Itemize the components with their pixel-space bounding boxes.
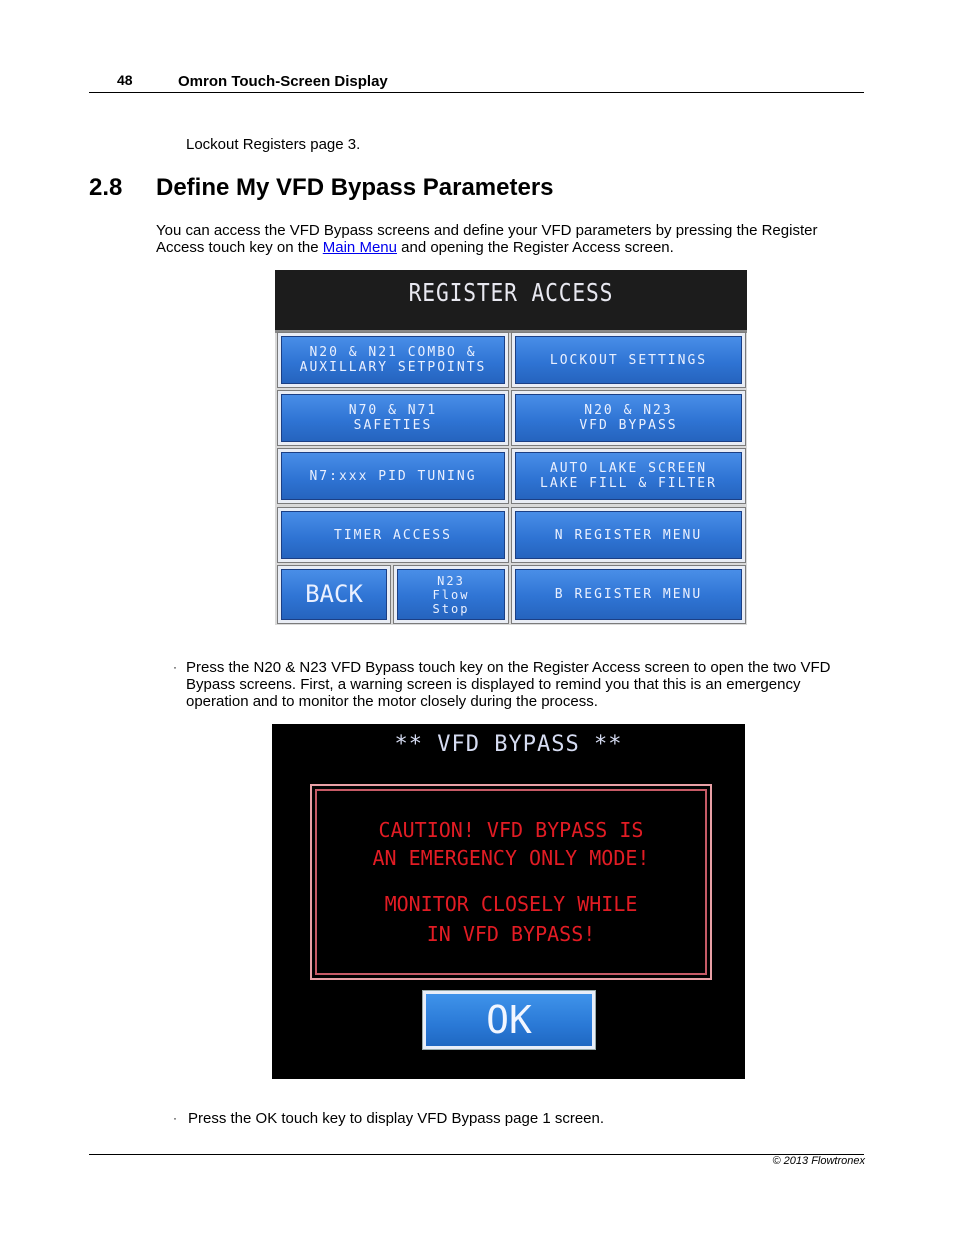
intro-paragraph (156, 222, 856, 256)
intro-line: Lockout Registers page 3. (186, 136, 361, 153)
flow-stop-button[interactable]: N23 Flow Stop (394, 566, 508, 623)
ok-button[interactable]: OK (423, 991, 595, 1049)
caution-line-1: CAUTION! VFD BYPASS IS (378, 818, 644, 842)
header-rule (89, 92, 864, 93)
timer-access-button[interactable]: TIMER ACCESS (278, 508, 508, 562)
footer-rule (89, 1154, 864, 1155)
main-menu-link[interactable]: Main Menu (322, 239, 397, 256)
bullet-marker: · (173, 1111, 177, 1125)
auto-lake-screen-button[interactable]: AUTO LAKE SCREEN LAKE FILL & FILTER (512, 449, 745, 503)
b-register-menu-button[interactable]: B REGISTER MENU (512, 566, 745, 623)
register-access-title: REGISTER ACCESS (408, 278, 614, 307)
bullet-marker: · (173, 660, 177, 674)
paragraph-text-after: and opening the Register Access screen. (396, 239, 674, 256)
back-button[interactable]: BACK (278, 566, 390, 623)
page-number: 48 (117, 72, 133, 88)
n-register-menu-button[interactable]: N REGISTER MENU (512, 508, 745, 562)
running-header-title: Omron Touch-Screen Display (178, 73, 388, 90)
register-access-screen (275, 270, 747, 625)
section-number: 2.8 (89, 174, 123, 201)
lockout-settings-button[interactable]: LOCKOUT SETTINGS (512, 333, 745, 387)
combo-setpoints-button[interactable]: N20 & N21 COMBO & AUXILLARY SETPOINTS (278, 333, 508, 387)
vfd-bypass-title: ** VFD BYPASS ** (394, 732, 623, 757)
register-access-header (275, 270, 747, 333)
caution-line-2: AN EMERGENCY ONLY MODE! (372, 846, 650, 870)
paragraph-text-before: You can access the VFD Bypass screens and define your VFD parameters by pressing the Register Access touch key on the (156, 222, 818, 256)
bullet-text-2: Press the OK touch key to display VFD Bypass page 1 screen. (188, 1110, 605, 1127)
caution-line-4: IN VFD BYPASS! (426, 922, 596, 946)
vfd-bypass-screen (272, 724, 745, 1079)
vfd-bypass-button[interactable]: N20 & N23 VFD BYPASS (512, 391, 745, 445)
caution-box (310, 784, 712, 980)
section-title: Define My VFD Bypass Parameters (156, 174, 554, 201)
caution-line-3: MONITOR CLOSELY WHILE (384, 892, 638, 916)
bullet-text-1: Press the N20 & N23 VFD Bypass touch key on the Register Access screen to open the two VFD Bypass screens. First, a warning screen is displayed to remind you that this is an emergency operation and to monitor the motor closely during the process. (186, 659, 831, 710)
safeties-button[interactable]: N70 & N71 SAFETIES (278, 391, 508, 445)
pid-tuning-button[interactable]: N7:xxx PID TUNING (278, 449, 508, 503)
footer-copyright: © 2013 Flowtronex (772, 1155, 865, 1167)
